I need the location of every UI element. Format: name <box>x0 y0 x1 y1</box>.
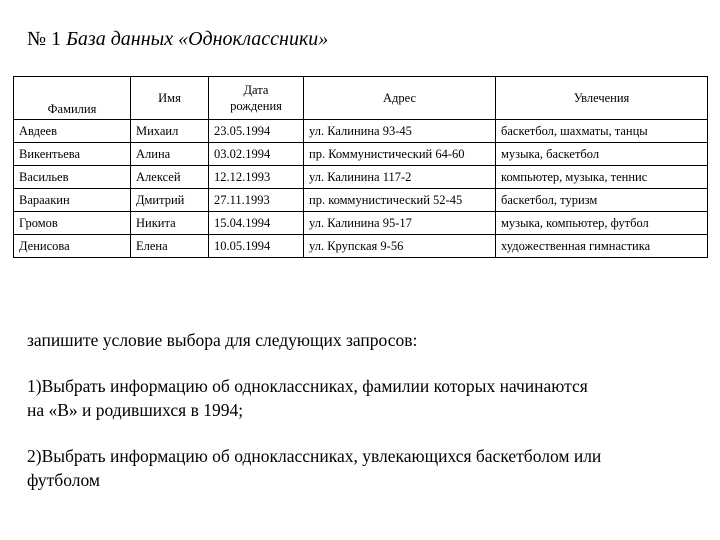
classmates-table <box>13 76 708 258</box>
cell-address: ул. Крупская 9-56 <box>304 235 496 258</box>
task-1-line1: 1)Выбрать информацию об одноклассниках, фамилии которых начинаются <box>27 376 588 396</box>
table-row <box>14 143 708 166</box>
cell-birth-date: 12.12.1993 <box>209 166 304 189</box>
table-header-row <box>14 77 708 120</box>
cell-birth-date: 27.11.1993 <box>209 189 304 212</box>
header-birth-date <box>209 77 304 120</box>
cell-hobbies: музыка, баскетбол <box>496 143 708 166</box>
header-birth-date-line1: Дата <box>243 83 269 97</box>
task-block <box>27 328 697 514</box>
table-row <box>14 212 708 235</box>
cell-surname: Васильев <box>14 166 131 189</box>
cell-name: Алексей <box>131 166 209 189</box>
cell-hobbies: музыка, компьютер, футбол <box>496 212 708 235</box>
header-birth-date-line2: рождения <box>230 99 282 113</box>
title-number: № 1 <box>27 28 62 50</box>
header-name: Имя <box>131 77 209 120</box>
cell-birth-date: 23.05.1994 <box>209 120 304 143</box>
cell-hobbies: баскетбол, туризм <box>496 189 708 212</box>
cell-birth-date: 15.04.1994 <box>209 212 304 235</box>
cell-address: пр. Коммунистический 64-60 <box>304 143 496 166</box>
task-1-line2: на «В» и родившихся в 1994; <box>27 400 244 420</box>
cell-surname: Вараакин <box>14 189 131 212</box>
header-hobbies: Увлечения <box>496 77 708 120</box>
cell-address: пр. коммунистический 52-45 <box>304 189 496 212</box>
header-surname: Фамилия <box>14 77 131 120</box>
header-address: Адрес <box>304 77 496 120</box>
cell-name: Алина <box>131 143 209 166</box>
cell-name: Никита <box>131 212 209 235</box>
cell-surname: Викентьева <box>14 143 131 166</box>
cell-surname: Авдеев <box>14 120 131 143</box>
task-2-line1: 2)Выбрать информацию об одноклассниках, увлекающихся баскетболом или <box>27 446 602 466</box>
task-2 <box>27 444 697 492</box>
table-row <box>14 235 708 258</box>
task-2-line2: футболом <box>27 470 100 490</box>
table-row <box>14 189 708 212</box>
cell-hobbies: компьютер, музыка, теннис <box>496 166 708 189</box>
slide-title <box>27 25 328 53</box>
cell-hobbies: художественная гимнастика <box>496 235 708 258</box>
table-row <box>14 166 708 189</box>
cell-birth-date: 10.05.1994 <box>209 235 304 258</box>
cell-name: Михаил <box>131 120 209 143</box>
task-intro: запишите условие выбора для следующих запросов: <box>27 330 418 350</box>
table-row <box>14 120 708 143</box>
cell-name: Дмитрий <box>131 189 209 212</box>
cell-name: Елена <box>131 235 209 258</box>
cell-address: ул. Калинина 95-17 <box>304 212 496 235</box>
cell-hobbies: баскетбол, шахматы, танцы <box>496 120 708 143</box>
cell-surname: Денисова <box>14 235 131 258</box>
cell-surname: Громов <box>14 212 131 235</box>
cell-address: ул. Калинина 93-45 <box>304 120 496 143</box>
cell-address: ул. Калинина 117-2 <box>304 166 496 189</box>
title-name: База данных «Одноклассники» <box>66 28 329 50</box>
cell-birth-date: 03.02.1994 <box>209 143 304 166</box>
task-1 <box>27 374 697 422</box>
